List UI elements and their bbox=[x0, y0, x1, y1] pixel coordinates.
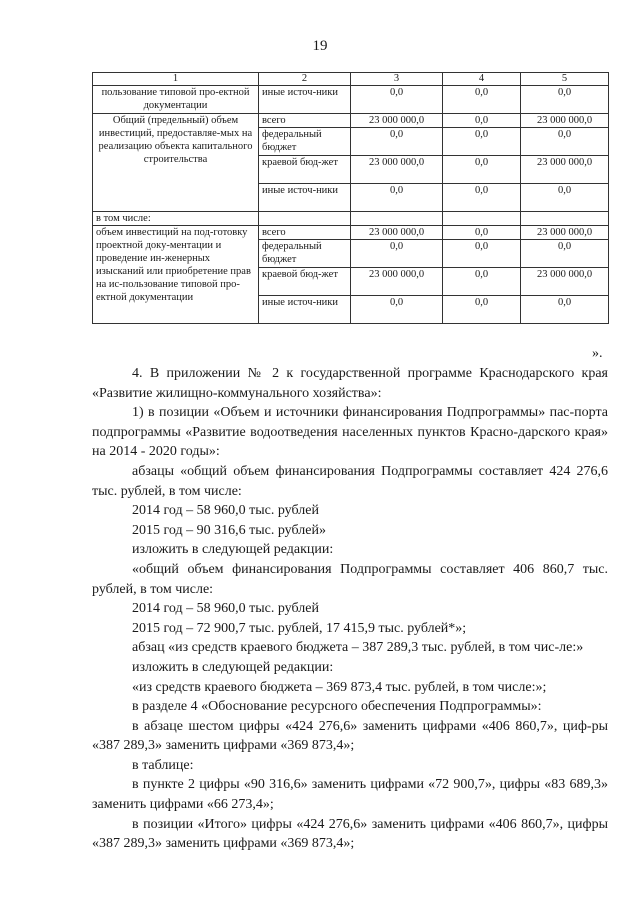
paragraph: в таблице: bbox=[132, 757, 194, 773]
paragraph: «из средств краевого бюджета – 369 873,4 тыс. рублей, в том числе:»; bbox=[132, 679, 547, 695]
paragraph: в позиции «Итого» цифры «424 276,6» заменить цифрами «406 860,7», цифры «387 289,3» заменить цифрами «369 873,4»; bbox=[92, 816, 608, 852]
paragraph: 2015 год – 90 316,6 тыс. рублей» bbox=[132, 522, 326, 538]
paragraph: 2014 год – 58 960,0 тыс. рублей bbox=[132, 503, 319, 519]
table-cell-source: краевой бюд-жет bbox=[259, 268, 351, 296]
table-cell-empty bbox=[521, 212, 609, 226]
paragraph: «общий объем финансирования Подпрограммы составляет 406 860,7 тыс. рублей, в том числе: bbox=[92, 561, 608, 597]
table-cell-value: 0,0 bbox=[521, 128, 609, 156]
table-row bbox=[93, 226, 609, 240]
paragraph: 4. В приложении № 2 к государственной программе Краснодарского края «Развитие жилищно-коммунального хозяйства»: bbox=[92, 366, 608, 401]
table-cell-value: 0,0 bbox=[351, 296, 443, 324]
paragraph: 2015 год – 72 900,7 тыс. рублей, 17 415,9 тыс. рублей*»; bbox=[132, 620, 467, 636]
table-cell-description: пользование типовой про-ектной документации bbox=[93, 86, 259, 114]
table-cell-value: 0,0 bbox=[351, 184, 443, 212]
table-header-row bbox=[93, 73, 609, 86]
table-cell-source: федеральный бюджет bbox=[259, 128, 351, 156]
paragraph: в пункте 2 цифры «90 316,6» заменить цифрами «72 900,7», цифры «83 689,3» заменить цифрами «66 273,4»; bbox=[92, 777, 608, 813]
document-body bbox=[92, 364, 608, 854]
paragraph: в разделе 4 «Обоснование ресурсного обеспечения Подпрограммы»: bbox=[132, 699, 542, 715]
table-cell-value: 0,0 bbox=[443, 156, 521, 184]
table-row bbox=[93, 114, 609, 128]
paragraph: 2014 год – 58 960,0 тыс. рублей bbox=[132, 601, 319, 617]
table-cell-value: 0,0 bbox=[443, 226, 521, 240]
table-cell-source: иные источ-ники bbox=[259, 296, 351, 324]
table-cell-value: 0,0 bbox=[521, 296, 609, 324]
table-header-cell: 5 bbox=[521, 73, 609, 86]
table-cell-value: 23 000 000,0 bbox=[351, 114, 443, 128]
table-cell-value: 0,0 bbox=[443, 114, 521, 128]
page-number: 19 bbox=[312, 38, 328, 54]
table-cell-source: краевой бюд-жет bbox=[259, 156, 351, 184]
paragraph: 1) в позиции «Объем и источники финансирования Подпрограммы» пас-порта подпрограммы «Развитие водоотведения населенных пунктов Красно-дарского края» на 2014 - 2020 годы»: bbox=[92, 405, 608, 460]
table-header-cell: 4 bbox=[443, 73, 521, 86]
table-row bbox=[93, 86, 609, 114]
table-header-cell: 3 bbox=[351, 73, 443, 86]
table-cell-value: 23 000 000,0 bbox=[351, 268, 443, 296]
table-subheading: в том числе: bbox=[93, 212, 259, 226]
table-cell-value: 23 000 000,0 bbox=[351, 226, 443, 240]
table-cell-value: 0,0 bbox=[443, 296, 521, 324]
table-header-cell: 1 bbox=[93, 73, 259, 86]
table-cell-description: Общий (предельный) объем инвестиций, предоставляе-мых на реализацию объекта капитального строительства bbox=[93, 114, 259, 212]
table-cell-source: всего bbox=[259, 226, 351, 240]
paragraph: в абзаце шестом цифры «424 276,6» заменить цифрами «406 860,7», циф-ры «387 289,3» заменить цифрами «369 873,4»; bbox=[92, 718, 608, 754]
table-cell-value: 0,0 bbox=[443, 240, 521, 268]
table-cell-value: 0,0 bbox=[521, 184, 609, 212]
table-cell-value: 0,0 bbox=[443, 86, 521, 114]
table-cell-value: 23 000 000,0 bbox=[521, 226, 609, 240]
table-cell-source: федеральный бюджет bbox=[259, 240, 351, 268]
table-cell-source: всего bbox=[259, 114, 351, 128]
paragraph: изложить в следующей редакции: bbox=[132, 659, 334, 675]
table-cell-value: 23 000 000,0 bbox=[521, 268, 609, 296]
table-cell-value: 0,0 bbox=[443, 268, 521, 296]
table-cell-value: 23 000 000,0 bbox=[351, 156, 443, 184]
table-cell-empty bbox=[259, 212, 351, 226]
table-cell-value: 0,0 bbox=[351, 240, 443, 268]
table-cell-source: иные источ-ники bbox=[259, 184, 351, 212]
table-cell-value: 0,0 bbox=[521, 240, 609, 268]
table-cell-value: 0,0 bbox=[351, 128, 443, 156]
table-row bbox=[93, 212, 609, 226]
table-cell-value: 0,0 bbox=[443, 184, 521, 212]
quote-closing-mark: ». bbox=[592, 346, 603, 361]
paragraph: абзац «из средств краевого бюджета – 387 289,3 тыс. рублей, в том чис-ле:» bbox=[132, 640, 584, 656]
table-header-cell: 2 bbox=[259, 73, 351, 86]
paragraph: абзацы «общий объем финансирования Подпрограммы составляет 424 276,6 тыс. рублей, в том числе: bbox=[92, 463, 608, 499]
table-cell-value: 23 000 000,0 bbox=[521, 156, 609, 184]
table-cell-source: иные источ-ники bbox=[259, 86, 351, 114]
table-cell-value: 0,0 bbox=[521, 86, 609, 114]
paragraph: изложить в следующей редакции: bbox=[132, 542, 334, 558]
table-cell-value: 23 000 000,0 bbox=[521, 114, 609, 128]
table-cell-empty bbox=[443, 212, 521, 226]
table-cell-value: 0,0 bbox=[443, 128, 521, 156]
table-cell-value: 0,0 bbox=[351, 86, 443, 114]
table-cell-empty bbox=[351, 212, 443, 226]
table-cell-description: объем инвестиций на под-готовку проектной доку-ментации и проведение ин-женерных изысканий или приобретение прав на ис-пользование типовой про-ектной документации bbox=[93, 226, 259, 324]
financing-table bbox=[92, 72, 609, 324]
